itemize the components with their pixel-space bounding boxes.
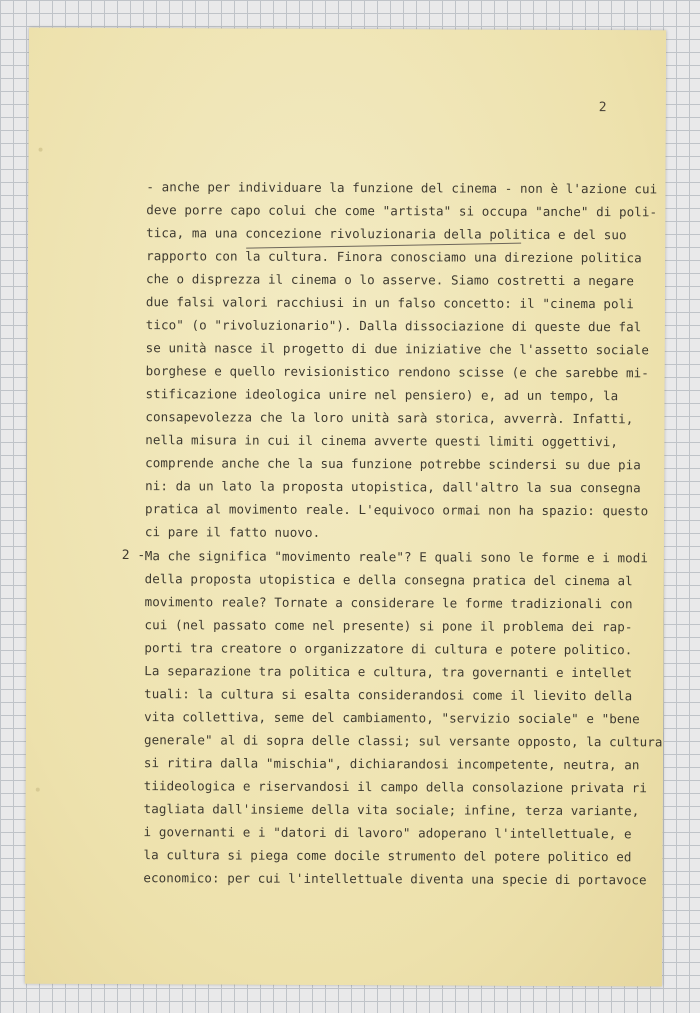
binder-hole	[39, 148, 43, 152]
text-line: pratica al movimento reale. L'equivoco ormai non ha spazio: questo	[144, 501, 649, 519]
text-line: tico" (o "rivoluzionario"). Dalla dissociazione di queste due fal	[145, 317, 642, 335]
paragraph-1	[29, 28, 666, 540]
text-line: rapporto con la cultura. Finora conosciamo una direzione politica	[146, 248, 642, 266]
text-line: borghese e quello revisionistico rendono scisse (e che sarebbe mi-	[145, 363, 649, 381]
text-line: economico: per cui l'intellettuale diventa una specie di portavoce	[143, 870, 647, 888]
text-line: i governanti e i "datori di lavoro" adoperano l'intellettuale, e	[143, 824, 632, 842]
text-line: consapevolezza che la loro unità sarà storica, avverrà. Infatti,	[145, 409, 634, 427]
typewritten-page	[25, 28, 666, 987]
text-line: ni: da un lato la proposta utopistica, dall'altro la sua consegna	[145, 478, 641, 496]
page-number: 2	[598, 100, 607, 116]
text-line: vita collettiva, seme del cambiamento, "servizio sociale" e "bene	[144, 709, 640, 727]
text-line: della proposta utopistica e della consegna pratica del cinema al	[144, 571, 633, 589]
text-line: Ma che significa "movimento reale"? E quali sono le forme e i modi	[144, 548, 649, 566]
text-line: La separazione tra politica e cultura, tra governanti e intellet	[144, 663, 633, 681]
binder-hole	[36, 788, 40, 792]
text-line: tuali: la cultura si esalta considerandosi come il lievito della	[144, 686, 633, 704]
text-line: che o disprezza il cinema o lo asserve. Siamo costretti a negare	[145, 271, 635, 289]
text-line: se unità nasce il progetto di due iniziative che l'assetto sociale	[145, 340, 650, 358]
underline-mark	[246, 243, 521, 249]
text-line: la cultura si piega come docile strumento del potere politico ed	[143, 847, 632, 865]
text-line: movimento reale? Tornate a considerare le forme tradizionali con	[144, 594, 633, 612]
text-line: - anche per individuare la funzione del cinema - non è l'azione cui	[146, 179, 658, 197]
text-line: generale" al di sopra delle classi; sul versante opposto, la cultura	[143, 732, 663, 750]
text-line: comprende anche che la sua funzione potrebbe scindersi su due pia	[145, 455, 641, 473]
section-number: 2 -	[121, 548, 146, 564]
text-line: porti tra creatore o organizzatore di cultura e potere politico.	[144, 640, 633, 658]
text-line: si ritira dalla "mischia", dichiarandosi incompetente, neutra, an	[143, 755, 640, 773]
text-line: tica, ma una concezione rivoluzionaria della politica e del suo	[146, 225, 627, 243]
text-line: ci pare il fatto nuovo.	[144, 524, 321, 540]
text-line: tagliata dall'insieme della vita sociale; infine, terza variante,	[143, 801, 640, 819]
text-line: nella misura in cui il cinema avverte questi limiti oggettivi,	[145, 432, 619, 450]
text-line: due falsi valori racchiusi in un falso concetto: il "cinema poli	[145, 294, 634, 312]
text-line: tiideologica e riservandosi il campo della consolazione privata ri	[143, 778, 648, 796]
text-line: stificazione ideologica unire nel pensiero) e, ad un tempo, la	[145, 386, 619, 404]
text-line: deve porre capo colui che come "artista" si occupa "anche" di poli-	[146, 202, 658, 220]
text-line: cui (nel passato come nel presente) si pone il problema dei rap-	[144, 617, 633, 635]
